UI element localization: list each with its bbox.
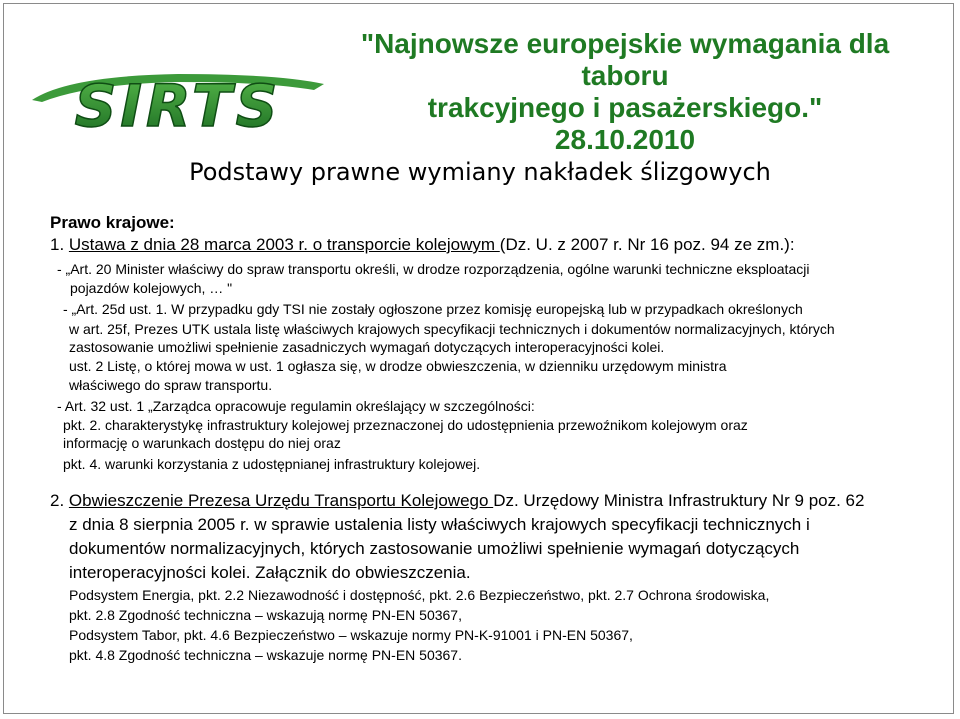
sirts-logo — [28, 70, 328, 136]
annex-detail: pkt. 2.8 Zgodność techniczna – wskazują normę PN-EN 50367, — [69, 607, 462, 623]
header-date: 28.10.2010 — [554, 124, 696, 155]
law-line: w art. 25f, Prezes UTK ustala listę właściwych krajowych specyfikacji technicznych i dokumentów normalizacyjnych, których — [69, 321, 835, 337]
law-line: informację o warunkach dostępu do niej oraz — [63, 435, 341, 451]
law-line: ust. 2 Listę, o której mowa w ust. 1 ogłasza się, w drodze obwieszczenia, w dzienniku urzędowym ministra — [69, 358, 727, 374]
conference-header — [330, 28, 920, 156]
announcement-line: interoperacyjności kolei. Załącznik do obwieszczenia. — [69, 563, 471, 582]
header-line-1: "Najnowsze europejskie wymagania dla taboru — [360, 28, 890, 91]
announcement-citation: Dz. Urzędowy Ministra Infrastruktury Nr 9 poz. 62 — [493, 491, 865, 510]
law-line: zastosowanie umożliwi spełnienie zasadniczych wymagań dotyczących interoperacyjności kolei. — [69, 339, 665, 355]
law-line: pkt. 2. charakterystykę infrastruktury kolejowej przeznaczonej do udostępnienia przewoźnikom kolejowym oraz — [63, 417, 748, 433]
law-line: właściwego do spraw transportu. — [69, 377, 273, 393]
header-line-2: trakcyjnego i pasażerskiego." — [427, 92, 823, 123]
section-1-heading: Prawo krajowe: — [50, 213, 175, 232]
section-2-heading — [50, 490, 864, 512]
law-line: - Art. 32 ust. 1 „Zarządca opracowuje regulamin określający w szczególności: — [57, 398, 535, 414]
logo-text: SIRTS — [74, 72, 282, 136]
announcement-line: dokumentów normalizacyjnych, których zastosowanie umożliwi spełnienie wymagań dotyczących — [69, 539, 800, 558]
law-line: pojazdów kolejowych, … " — [70, 280, 233, 296]
law-line: - „Art. 20 Minister właściwy do spraw transportu określi, w drodze rozporządzenia, ogólne warunki techniczne eksploatacji — [57, 261, 810, 277]
section-2-number: 2. — [50, 491, 69, 510]
law-line: pkt. 4. warunki korzystania z udostępnianej infrastruktury kolejowej. — [63, 456, 481, 472]
annex-detail: Podsystem Energia, pkt. 2.2 Niezawodność i dostępność, pkt. 2.6 Bezpieczeństwo, pkt. 2.7 Ochrona środowiska, — [69, 587, 770, 603]
annex-detail: pkt. 4.8 Zgodność techniczna – wskazuje normę PN-EN 50367. — [69, 647, 462, 663]
annex-detail: Podsystem Tabor, pkt. 4.6 Bezpieczeństwo – wskazuje normy PN-K-91001 i PN-EN 50367, — [69, 627, 633, 643]
announcement-line: z dnia 8 sierpnia 2005 r. w sprawie ustalenia listy właściwych krajowych specyfikacji technicznych i — [69, 515, 810, 534]
slide-title: Podstawy prawne wymiany nakładek ślizgowych — [189, 158, 771, 186]
law-link[interactable]: Ustawa z dnia 28 marca 2003 r. o transporcie kolejowym — [68, 235, 500, 254]
law-line: - „Art. 25d ust. 1. W przypadku gdy TSI nie zostały ogłoszone przez komisję europejską lub w przypadkach określonych — [63, 301, 803, 317]
law-citation: (Dz. U. z 2007 r. Nr 16 poz. 94 ze zm.): — [499, 235, 795, 254]
section-1-number: 1. — [50, 235, 69, 254]
section-1-law — [50, 234, 795, 256]
announcement-link[interactable]: Obwieszczenie Prezesa Urzędu Transportu Kolejowego — [68, 491, 494, 510]
